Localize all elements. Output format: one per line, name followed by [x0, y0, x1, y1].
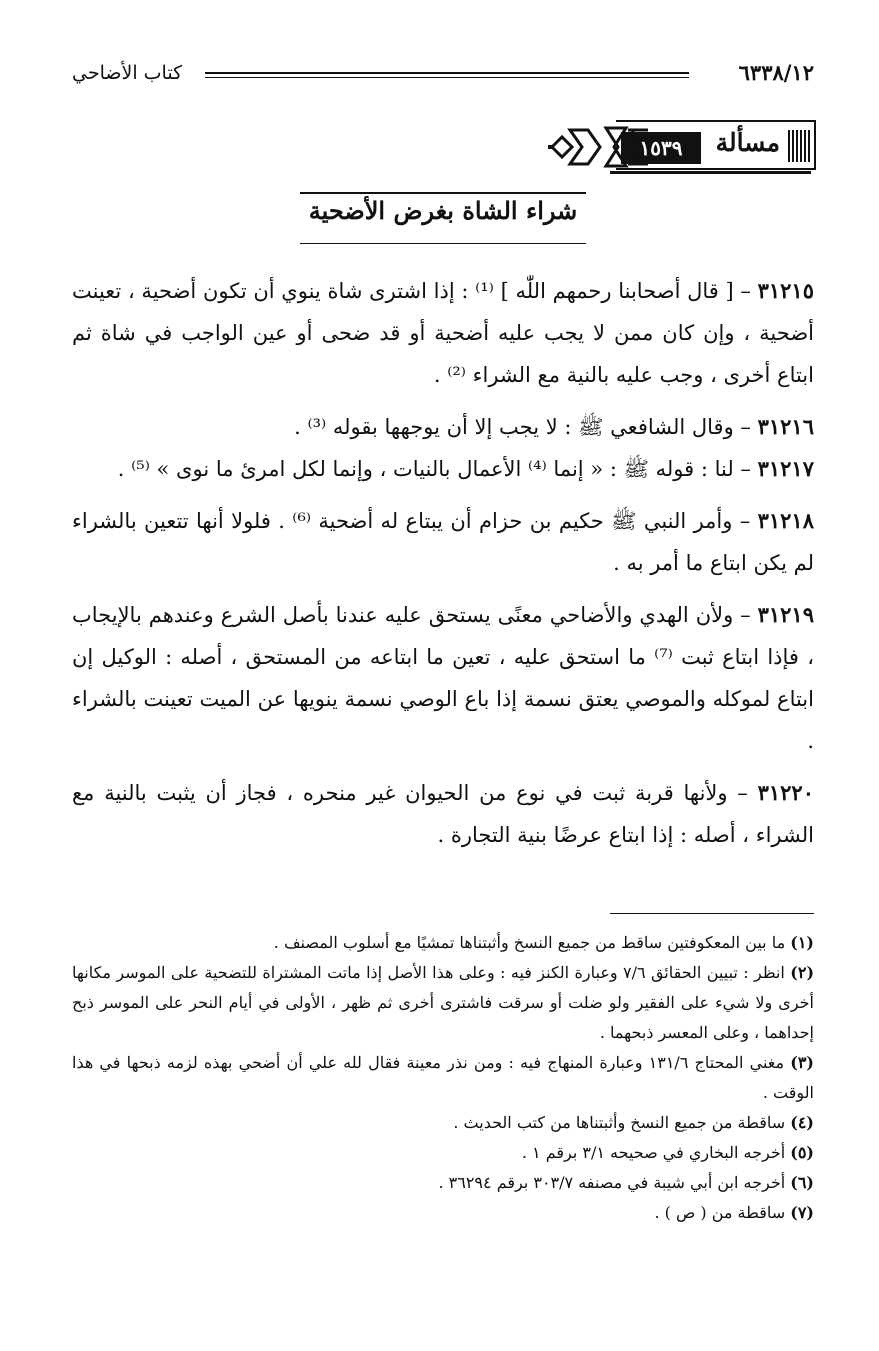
footnote-text: ساقطة من جميع النسخ وأثبتناها من كتب الحديث . — [453, 1113, 791, 1132]
paragraph — [72, 448, 814, 490]
paragraph-text: – ولأن الهدي والأضاحي معنًى يستحق عليه عندنا بأصل الشرع وعندهم بالإيجاب ، فإذا ابتاع ثبت ⁽⁷⁾ ما استحق عليه ، تعين ما ابتاعه من المستحق ، أصله : الوكيل إن ابتاع لموكله والموصي يعتق نسمة إذا باع الوصي نسمة ينويها عن الميت تعينت بالشراء . — [72, 603, 814, 753]
footnote-mark: (٧) — [790, 1203, 814, 1222]
title-rule-top — [300, 192, 586, 194]
footnote-mark: (٦) — [790, 1173, 814, 1192]
paragraph-number: ٣١٢١٩ — [757, 602, 814, 627]
footnote — [72, 1168, 814, 1198]
footnote — [72, 958, 814, 1048]
paragraph — [72, 406, 814, 448]
page-reference: ٦٣٣٨/١٢ — [738, 60, 814, 85]
paragraph — [72, 270, 814, 396]
footnote-text: ما بين المعكوفتين ساقط من جميع النسخ وأثبتناها تمشيًا مع أسلوب المصنف . — [273, 933, 791, 952]
footnote — [72, 928, 814, 958]
paragraph-text: – وأمر النبي ﷺ حكيم بن حزام أن يبتاع له أضحية ⁽⁶⁾ . فلولا أنها تتعين بالشراء لم يكن ابتاع ما أمر به . — [72, 509, 814, 575]
spacer — [72, 490, 814, 500]
banner-bars-ornament — [786, 130, 810, 162]
paragraph — [72, 500, 814, 584]
section-title: شراء الشاة بغرض الأضحية — [308, 196, 578, 225]
paragraph-number: ٣١٢١٨ — [757, 508, 814, 533]
paragraph-text: – ولأنها قربة ثبت في نوع من الحيوان غير منحره ، فجاز أن يثبت بالنية مع الشراء ، أصله : إذا ابتاع عرضًا بنية التجارة . — [72, 781, 814, 847]
footnote-mark: (٤) — [790, 1113, 814, 1132]
header-rule — [205, 72, 689, 74]
footnote — [72, 1108, 814, 1138]
footnote-mark: (٥) — [790, 1143, 814, 1162]
paragraph-number: ٣١٢١٦ — [757, 414, 814, 439]
spacer — [72, 396, 814, 406]
footnote — [72, 1138, 814, 1168]
title-rule-bottom — [300, 243, 586, 244]
footnotes — [72, 928, 814, 1228]
footnote-mark: (٣) — [790, 1053, 814, 1072]
book-title: كتاب الأضاحي — [72, 62, 183, 84]
footnote-mark: (١) — [790, 933, 814, 952]
running-header — [72, 58, 814, 92]
paragraph-number: ٣١٢١٥ — [757, 278, 814, 303]
footnote-text: مغني المحتاج ١٣١/٦ وعبارة المنهاج فيه : ومن نذر معينة فقال لله علي أن أضحي بهذه لزمه ذبحها في هذا الوقت . — [72, 1053, 814, 1102]
knot-ornament-icon — [548, 120, 652, 174]
spacer — [72, 762, 814, 772]
footnote-text: ساقطة من ( ص ) . — [654, 1203, 791, 1222]
paragraph-number: ٣١٢١٧ — [757, 456, 814, 481]
spacer — [72, 584, 814, 594]
footnote-rule — [610, 913, 814, 914]
paragraph-text: – لنا : قوله ﷺ : « إنما ⁽⁴⁾ الأعمال بالنيات ، وإنما لكل امرئ ما نوى » ⁽⁵⁾ . — [117, 457, 758, 481]
footnote — [72, 1048, 814, 1108]
paragraph — [72, 594, 814, 762]
footnote-mark: (٢) — [790, 963, 815, 982]
masala-label: مسألة — [715, 128, 780, 157]
paragraph — [72, 772, 814, 856]
paragraph-number: ٣١٢٢٠ — [757, 780, 814, 805]
paragraph-text: – [ قال أصحابنا رحمهم اللّٰه ] ⁽¹⁾ : إذا اشترى شاة ينوي أن تكون أضحية ، تعينت أضحية ، وإن كان ممن لا يجب عليه أضحية أو قد ضحى أو عين الواجب في شاة ثم ابتاع أخرى ، وجب عليه بالنية مع الشراء ⁽²⁾ . — [72, 279, 814, 387]
body-text — [72, 270, 814, 856]
paragraph-text: – وقال الشافعي ﷺ : لا يجب إلا أن يوجهها بقوله ⁽³⁾ . — [294, 415, 758, 439]
footnote-text: أخرجه البخاري في صحيحه ٣/١ برقم ١ . — [521, 1143, 791, 1162]
footnote-text: انظر : تبيين الحقائق ٧/٦ وعبارة الكنز فيه : وعلى هذا الأصل إذا ماتت المشتراة للتضحية على الموسر مكانها أخرى ولا شيء على الفقير ولو ضلت أو سرقت فاشترى أخرى ثم ظهر ، الأولى في أيام النحر على الموسر ذبح إحداهما ، وعلى المعسر ذبحهما . — [72, 963, 814, 1042]
masala-number: ١٥٣٩ — [621, 132, 701, 164]
masala-banner — [548, 120, 816, 174]
footnote — [72, 1198, 814, 1228]
footnote-text: أخرجه ابن أبي شيبة في مصنفه ٣٠٣/٧ برقم ٣٦٢٩٤ . — [438, 1173, 791, 1192]
